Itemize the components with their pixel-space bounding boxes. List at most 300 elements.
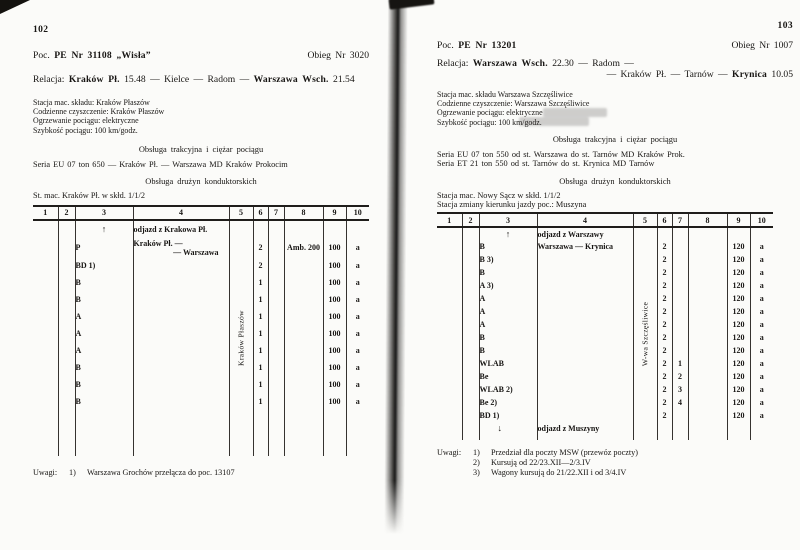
wagon-table bbox=[437, 212, 773, 440]
wagon-row bbox=[437, 331, 773, 344]
cell-c1 bbox=[437, 279, 462, 292]
cell-c6 bbox=[657, 227, 672, 240]
cell-c8 bbox=[284, 308, 323, 325]
text-line: St. mac. Kraków Pł. w skłd. 1/1/2 bbox=[33, 191, 146, 201]
wagon-table bbox=[33, 205, 369, 456]
cell-c4 bbox=[133, 342, 229, 359]
cell-c8 bbox=[284, 342, 323, 359]
cell-c8 bbox=[284, 291, 323, 308]
station-vertical-label: W-wa Szczęśliwice bbox=[640, 302, 650, 367]
cell-c9: 100 bbox=[323, 239, 346, 257]
cell-c4 bbox=[133, 393, 229, 410]
cell-c10: a bbox=[759, 242, 764, 252]
cell-c5cell bbox=[633, 227, 657, 440]
cell-c9: 120 bbox=[727, 331, 750, 344]
cell-c10: a bbox=[355, 379, 360, 389]
wagon-row bbox=[33, 393, 369, 410]
cell-c2 bbox=[462, 305, 479, 318]
direction-row bbox=[437, 227, 773, 240]
cell-c4 bbox=[133, 274, 229, 291]
text-line: Codzienne czyszczenie: Warszawa Szczęśliwice bbox=[437, 99, 590, 109]
cell-c7 bbox=[268, 393, 284, 410]
wagon-row bbox=[437, 305, 773, 318]
cell-c7 bbox=[672, 227, 688, 240]
cell-c2 bbox=[58, 239, 75, 257]
text-line: Stacja zmiany kierunku jazdy poc.: Muszyna bbox=[437, 200, 587, 210]
cell-c10 bbox=[750, 422, 773, 435]
cell-c7 bbox=[672, 344, 688, 357]
scanned-page-left bbox=[0, 0, 390, 550]
cell-c8 bbox=[688, 305, 727, 318]
cell-c2 bbox=[462, 266, 479, 279]
cell-c10: a bbox=[355, 311, 360, 321]
stacja-block bbox=[437, 191, 793, 210]
cell-c8 bbox=[284, 359, 323, 376]
cell-c2 bbox=[58, 291, 75, 308]
cell-c7 bbox=[672, 266, 688, 279]
cell-c9: 120 bbox=[727, 344, 750, 357]
column-header: 9 bbox=[323, 206, 346, 220]
direction-row bbox=[437, 422, 773, 435]
cell-c7 bbox=[672, 240, 688, 253]
column-header: 6 bbox=[657, 213, 672, 227]
cell-c3: Be 2) bbox=[479, 396, 537, 409]
wagon-row bbox=[437, 383, 773, 396]
cell-c9: 120 bbox=[727, 383, 750, 396]
cell-c6: 1 bbox=[253, 325, 268, 342]
cell-c7 bbox=[268, 325, 284, 342]
up-arrow-icon: ↑ bbox=[479, 227, 537, 240]
cell-c1 bbox=[33, 342, 58, 359]
cell-c3: A 3) bbox=[479, 279, 537, 292]
cell-c1 bbox=[33, 393, 58, 410]
cell-c9: 100 bbox=[323, 325, 346, 342]
cell-c10: a bbox=[759, 372, 764, 382]
wagon-row bbox=[33, 257, 369, 274]
cell-c6: 2 bbox=[657, 305, 672, 318]
cell-c6: 1 bbox=[253, 308, 268, 325]
cell-c3: B bbox=[75, 359, 133, 376]
cell-c3: B bbox=[479, 240, 537, 253]
cell-c2 bbox=[462, 383, 479, 396]
train-title bbox=[437, 40, 516, 51]
cell-c10: a bbox=[759, 385, 764, 395]
wagon-row bbox=[437, 409, 773, 422]
cell-c3: A bbox=[75, 342, 133, 359]
section-title-conductors: Obsługa drużyn konduktorskich bbox=[145, 177, 257, 187]
cell-c10: a bbox=[759, 255, 764, 265]
column-header: 4 bbox=[537, 213, 633, 227]
cell-c4 bbox=[133, 308, 229, 325]
cell-c2 bbox=[462, 409, 479, 422]
cell-c2 bbox=[58, 325, 75, 342]
cell-c3: B 3) bbox=[479, 253, 537, 266]
wagon-row bbox=[437, 396, 773, 409]
wagon-row bbox=[33, 239, 369, 257]
cell-c4 bbox=[537, 370, 633, 383]
obieg-number: Obieg Nr 3020 bbox=[307, 50, 369, 61]
cell-c6: 1 bbox=[253, 342, 268, 359]
cell-c1 bbox=[33, 359, 58, 376]
column-header: 4 bbox=[133, 206, 229, 220]
wagon-row bbox=[33, 274, 369, 291]
seria-block bbox=[33, 160, 369, 169]
cell-c7 bbox=[268, 239, 284, 257]
cell-c2 bbox=[58, 220, 75, 239]
cell-c3: WLAB 2) bbox=[479, 383, 537, 396]
wagon-row bbox=[437, 253, 773, 266]
cell-c7: 2 bbox=[672, 370, 688, 383]
cell-c3: P bbox=[75, 239, 133, 257]
cell-c4: Kraków Pł. — — Warszawa bbox=[133, 239, 229, 257]
column-header: 9 bbox=[727, 213, 750, 227]
cell-c9: 100 bbox=[323, 308, 346, 325]
cell-c8: Amb. 200 bbox=[284, 239, 323, 257]
cell-c10: a bbox=[759, 268, 764, 278]
cell-c9: 120 bbox=[727, 266, 750, 279]
cell-c4 bbox=[537, 357, 633, 370]
cell-c6: 2 bbox=[657, 357, 672, 370]
relacja-line-2: — Kraków Pł. — Tarnów — Krynica 10.05 bbox=[606, 69, 793, 80]
cell-c10: a bbox=[759, 281, 764, 291]
cell-c7 bbox=[672, 253, 688, 266]
cell-c3: B bbox=[479, 266, 537, 279]
cell-c8 bbox=[284, 325, 323, 342]
seria-block bbox=[437, 150, 793, 169]
cell-c6: 2 bbox=[657, 240, 672, 253]
cell-c3: B bbox=[479, 344, 537, 357]
cell-c9 bbox=[323, 220, 346, 239]
cell-c2 bbox=[58, 342, 75, 359]
column-header: 3 bbox=[75, 206, 133, 220]
column-header: 6 bbox=[253, 206, 268, 220]
cell-c9: 120 bbox=[727, 240, 750, 253]
cell-c9: 120 bbox=[727, 370, 750, 383]
cell-c9: 120 bbox=[727, 279, 750, 292]
cell-c9: 100 bbox=[323, 291, 346, 308]
cell-c1 bbox=[437, 227, 462, 240]
column-header: 3 bbox=[479, 213, 537, 227]
cell-c4: odjazd z Krakowa Pł. bbox=[133, 220, 229, 239]
direction-row bbox=[33, 220, 369, 239]
cell-c7 bbox=[268, 257, 284, 274]
cell-c9 bbox=[727, 227, 750, 240]
cell-c8 bbox=[284, 376, 323, 393]
cell-c5cell bbox=[229, 220, 253, 456]
wagon-row bbox=[437, 357, 773, 370]
table-header-row bbox=[437, 213, 773, 227]
cell-c10: a bbox=[759, 294, 764, 304]
text-line: Stacja mac. Nowy Sącz w skłd. 1/1/2 bbox=[437, 190, 561, 200]
cell-c1 bbox=[33, 220, 58, 239]
cell-c10: a bbox=[355, 328, 360, 338]
text-line: Seria EU 07 ton 550 od st. Warszawa do st. Tarnów MD Kraków Prok. bbox=[437, 149, 685, 159]
cell-c4 bbox=[537, 396, 633, 409]
cell-c3: B bbox=[75, 393, 133, 410]
cell-c1 bbox=[33, 376, 58, 393]
cell-c7: 3 bbox=[672, 383, 688, 396]
wagon-row bbox=[437, 370, 773, 383]
cell-c7 bbox=[268, 342, 284, 359]
cell-c1 bbox=[437, 292, 462, 305]
page-number: 102 bbox=[33, 25, 49, 35]
cell-c4 bbox=[537, 383, 633, 396]
cell-c7 bbox=[268, 376, 284, 393]
up-arrow-icon: ↑ bbox=[75, 220, 133, 239]
cell-c2 bbox=[58, 359, 75, 376]
text-line: Seria EU 07 ton 650 — Kraków Pł. — Warszawa MD Kraków Prokocim bbox=[33, 159, 288, 169]
column-header: 10 bbox=[750, 213, 773, 227]
cell-c3: A bbox=[75, 325, 133, 342]
cell-c6: 2 bbox=[657, 292, 672, 305]
cell-c8 bbox=[284, 393, 323, 410]
cell-c9: 120 bbox=[727, 357, 750, 370]
cell-c6: 1 bbox=[253, 376, 268, 393]
cell-c7 bbox=[672, 331, 688, 344]
cell-c10: a bbox=[355, 396, 360, 406]
cell-c8 bbox=[688, 266, 727, 279]
cell-c8 bbox=[688, 422, 727, 435]
notes-block bbox=[33, 468, 369, 478]
train-prefix: Poc. bbox=[437, 40, 454, 51]
wagon-row bbox=[437, 344, 773, 357]
cell-c10 bbox=[750, 227, 773, 240]
cell-c7 bbox=[672, 292, 688, 305]
cell-c4 bbox=[537, 331, 633, 344]
wagon-row bbox=[33, 376, 369, 393]
cell-c9: 100 bbox=[323, 393, 346, 410]
text-line: Codzienne czyszczenie: Kraków Płaszów bbox=[33, 107, 165, 117]
cell-c9: 120 bbox=[727, 318, 750, 331]
cell-c4 bbox=[537, 318, 633, 331]
cell-c1 bbox=[437, 357, 462, 370]
cell-c7 bbox=[672, 409, 688, 422]
note-line: Uwagi: 1) Warszawa Grochów przełącza do poc. 13107 bbox=[33, 467, 235, 477]
cell-c3: B bbox=[75, 274, 133, 291]
cell-c8 bbox=[688, 227, 727, 240]
cell-c2 bbox=[58, 257, 75, 274]
cell-c10: a bbox=[759, 346, 764, 356]
cell-c3: A bbox=[479, 292, 537, 305]
cell-c2 bbox=[462, 253, 479, 266]
cell-c7 bbox=[268, 220, 284, 239]
relacja-line-1: Relacja: Kraków Pł. 15.48 — Kielce — Radom — Warszawa Wsch. 21.54 bbox=[33, 74, 355, 85]
text-line: Stacja mac. składu Warszawa Szczęśliwice bbox=[437, 90, 573, 99]
column-header: 7 bbox=[672, 213, 688, 227]
cell-c6: 2 bbox=[657, 409, 672, 422]
cell-c10: a bbox=[759, 411, 764, 421]
cell-c4 bbox=[133, 376, 229, 393]
cell-c2 bbox=[58, 274, 75, 291]
cell-c3: B bbox=[75, 376, 133, 393]
cell-c8 bbox=[284, 220, 323, 239]
cell-c9: 100 bbox=[323, 376, 346, 393]
scan-smudge bbox=[543, 108, 607, 117]
cell-c7 bbox=[268, 359, 284, 376]
cell-c4 bbox=[133, 359, 229, 376]
cell-c9: 100 bbox=[323, 257, 346, 274]
note-line: 3) Wagony kursują do 21/22.XII i od 3/4.IV bbox=[473, 468, 627, 478]
cell-c3: Be bbox=[479, 370, 537, 383]
cell-c8 bbox=[688, 253, 727, 266]
wagon-row bbox=[437, 266, 773, 279]
station-vertical-label: Kraków Płaszów bbox=[236, 310, 246, 367]
cell-c6: 2 bbox=[657, 318, 672, 331]
text-line: Ogrzewanie pociągu: elektryczne bbox=[437, 108, 543, 118]
cell-c8 bbox=[688, 396, 727, 409]
cell-c1 bbox=[437, 266, 462, 279]
text-line: Seria ET 21 ton 550 od st. Tarnów do st. Krynica MD Tarnów bbox=[437, 159, 655, 169]
cell-c3: B bbox=[75, 291, 133, 308]
wagon-row bbox=[437, 279, 773, 292]
train-title-row bbox=[437, 40, 793, 51]
table-filler-row bbox=[437, 435, 773, 440]
cell-c8 bbox=[688, 370, 727, 383]
train-title-row bbox=[33, 50, 369, 61]
section-title-conductors: Obsługa drużyn konduktorskich bbox=[559, 176, 671, 186]
cell-c9: 120 bbox=[727, 292, 750, 305]
note-line: 2) Kursują od 22/23.XII—2/3.IV bbox=[473, 458, 591, 468]
cell-c3: A bbox=[75, 308, 133, 325]
cell-c2 bbox=[462, 240, 479, 253]
cell-c8 bbox=[688, 279, 727, 292]
cell-c7 bbox=[268, 308, 284, 325]
cell-c2 bbox=[462, 331, 479, 344]
cell-c7 bbox=[672, 279, 688, 292]
train-number: PE Nr 13201 bbox=[458, 40, 517, 51]
column-header: 8 bbox=[688, 213, 727, 227]
train-prefix: Poc. bbox=[33, 50, 50, 61]
wagon-row bbox=[33, 342, 369, 359]
cell-c8 bbox=[688, 331, 727, 344]
cell-c10: a bbox=[759, 333, 764, 343]
cell-c10 bbox=[346, 220, 369, 239]
column-header: 8 bbox=[284, 206, 323, 220]
train-title bbox=[33, 50, 151, 61]
cell-c8 bbox=[688, 318, 727, 331]
wagon-row bbox=[33, 325, 369, 342]
cell-c6: 2 bbox=[657, 383, 672, 396]
cell-c10: a bbox=[355, 260, 360, 270]
cell-c6: 1 bbox=[253, 393, 268, 410]
cell-c8 bbox=[688, 409, 727, 422]
cell-c10: a bbox=[759, 320, 764, 330]
column-header: 1 bbox=[437, 213, 462, 227]
cell-c6: 2 bbox=[657, 370, 672, 383]
cell-c3: A bbox=[479, 318, 537, 331]
cell-c2 bbox=[58, 376, 75, 393]
cell-c8 bbox=[688, 344, 727, 357]
cell-c1 bbox=[437, 422, 462, 435]
table-filler-row bbox=[33, 410, 369, 456]
cell-c4 bbox=[537, 279, 633, 292]
cell-c8 bbox=[688, 292, 727, 305]
stacja-block bbox=[33, 191, 369, 200]
cell-c7: 1 bbox=[672, 357, 688, 370]
train-number: PE Nr 31108 „Wisła” bbox=[54, 50, 151, 61]
cell-c1 bbox=[437, 370, 462, 383]
cell-c6: 2 bbox=[657, 344, 672, 357]
cell-c1 bbox=[33, 325, 58, 342]
cell-c1 bbox=[33, 257, 58, 274]
info-block bbox=[33, 98, 369, 135]
column-header: 2 bbox=[58, 206, 75, 220]
cell-c2 bbox=[462, 396, 479, 409]
column-header: 7 bbox=[268, 206, 284, 220]
section-title-traction: Obsługa trakcyjna i ciężar pociągu bbox=[552, 134, 678, 144]
column-header: 5 bbox=[229, 206, 253, 220]
page-number: 103 bbox=[777, 21, 793, 31]
cell-c1 bbox=[437, 305, 462, 318]
cell-c9: 120 bbox=[727, 396, 750, 409]
section-title-traction: Obsługa trakcyjna i ciężar pociągu bbox=[138, 144, 264, 154]
info-block bbox=[437, 90, 793, 127]
text-line: Stacja mac. składu: Kraków Płaszów bbox=[33, 98, 150, 107]
cell-c9: 120 bbox=[727, 253, 750, 266]
cell-c8 bbox=[688, 357, 727, 370]
cell-c9: 100 bbox=[323, 359, 346, 376]
cell-c9: 120 bbox=[727, 305, 750, 318]
cell-c7 bbox=[268, 291, 284, 308]
cell-c2 bbox=[462, 357, 479, 370]
text-line: Szybkość pociągu: 100 km/godz. bbox=[33, 125, 138, 135]
cell-c6 bbox=[253, 220, 268, 239]
cell-c6: 2 bbox=[253, 257, 268, 274]
cell-c6: 1 bbox=[253, 359, 268, 376]
cell-c2 bbox=[462, 227, 479, 240]
cell-c10: a bbox=[759, 307, 764, 317]
cell-c9: 120 bbox=[727, 409, 750, 422]
column-header: 1 bbox=[33, 206, 58, 220]
cell-c3: WLAB bbox=[479, 357, 537, 370]
cell-c7 bbox=[672, 318, 688, 331]
cell-c7 bbox=[672, 305, 688, 318]
cell-c8 bbox=[284, 274, 323, 291]
cell-c8 bbox=[688, 240, 727, 253]
cell-c8 bbox=[284, 257, 323, 274]
cell-c1 bbox=[33, 239, 58, 257]
cell-c2 bbox=[462, 279, 479, 292]
cell-c4 bbox=[537, 292, 633, 305]
cell-c3: A bbox=[479, 305, 537, 318]
cell-c8 bbox=[688, 383, 727, 396]
note-line: Uwagi: 1) Przedział dla poczty MSW (przewóz poczty) bbox=[437, 448, 638, 458]
cell-c3: BD 1) bbox=[479, 409, 537, 422]
cell-c1 bbox=[437, 383, 462, 396]
text-line: Szybkość pociągu: 100 km/godz. bbox=[437, 117, 542, 127]
cell-c6: 2 bbox=[253, 239, 268, 257]
cell-c4 bbox=[537, 253, 633, 266]
cell-c2 bbox=[58, 308, 75, 325]
cell-c9 bbox=[727, 422, 750, 435]
cell-c6: 2 bbox=[657, 253, 672, 266]
obieg-number: Obieg Nr 1007 bbox=[731, 40, 793, 51]
cell-c2 bbox=[462, 370, 479, 383]
cell-c9: 100 bbox=[323, 274, 346, 291]
cell-c4 bbox=[133, 325, 229, 342]
cell-c3: BD 1) bbox=[75, 257, 133, 274]
wagon-row bbox=[33, 291, 369, 308]
cell-c7 bbox=[672, 422, 688, 435]
cell-c4: Warszawa — Krynica bbox=[537, 240, 633, 253]
cell-c10: a bbox=[355, 345, 360, 355]
cell-c4: odjazd z Muszyny bbox=[537, 422, 633, 435]
text-line: Ogrzewanie pociągu: elektryczne bbox=[33, 116, 139, 126]
cell-c6: 2 bbox=[657, 396, 672, 409]
cell-c10: a bbox=[759, 359, 764, 369]
cell-c1 bbox=[437, 240, 462, 253]
cell-c2 bbox=[462, 292, 479, 305]
